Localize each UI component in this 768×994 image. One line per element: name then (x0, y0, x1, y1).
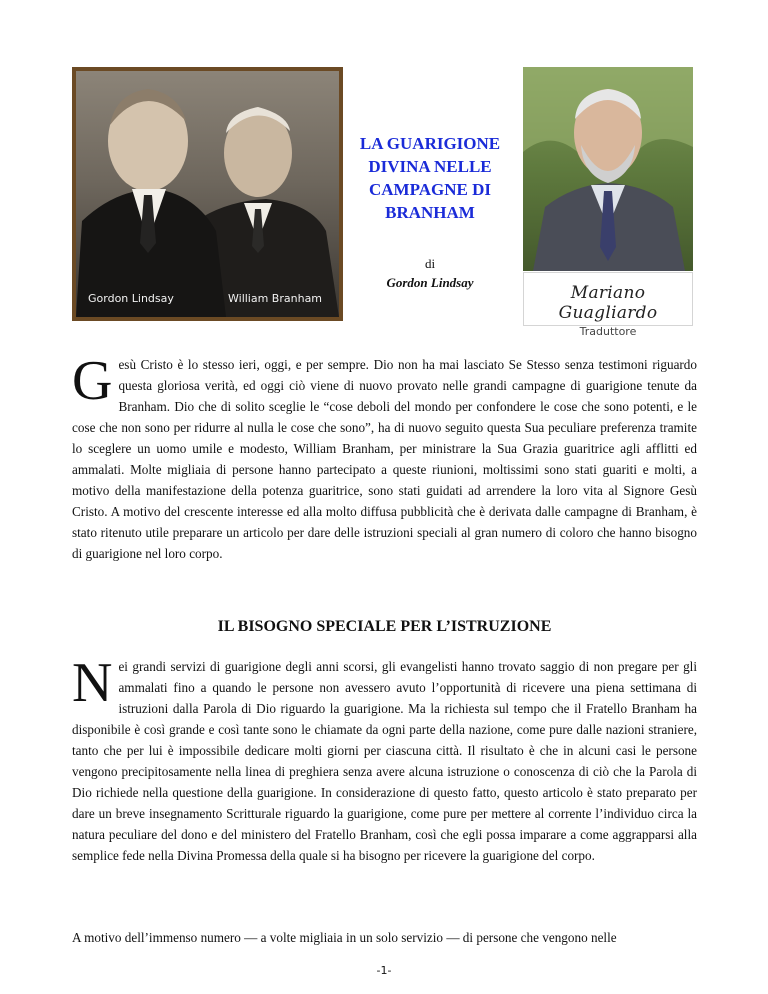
section-paragraph (72, 652, 697, 866)
dropcap: G (72, 350, 113, 412)
intro-text: esù Cristo è lo stesso ieri, oggi, e per sempre. Dio non ha mai lasciato Se Stesso senza testimoni riguardo questa gloriosa verità, ed oggi ciò viene di nuovo provato nelle grandi campagne di guarigione tenute da Branham. Dio che di solito sceglie le “cose deboli del mondo per confondere le cose che sono potenti, e le cose che non sono per ridurre al nulla le cose che sono”, ha di nuovo seguito questa Sua peculiare preferenza tramite lo sceglere un uomo umile e modesto, William Branham, per ministrare la Sua Grazia guaritrice agli afflitti ed ammalati. Molte migliaia di persone hanno partecipato a queste riunioni, moltissimi sono stati guariti e molti, a motivo della manifestazione della potenza guaritrice, sono stati guidati ad arrendere la loro vita al Signore Gesù Cristo. A motivo del crescente interesse ed alla molto diffusa pubblicità che è derivata dalle campagne di Branham, è stato ritenuto utile preparare un articolo per dare delle istruzioni speciali al gran numero di coloro che hanno bisogno di guarigione nel loro corpo. (72, 357, 697, 561)
translator-signature: Mariano Guagliardo (558, 283, 658, 323)
translator-signature-box (523, 272, 693, 338)
byline-author: Gordon Lindsay (386, 275, 474, 290)
title-line: LA GUARIGIONE (359, 134, 501, 153)
page-number: -1- (376, 964, 392, 977)
intro-paragraph (72, 350, 697, 564)
caption-william-branham: William Branham (228, 292, 323, 305)
byline-di: di (424, 256, 436, 271)
portrait-illustration (76, 71, 339, 317)
lindsay-branham-photo (72, 67, 343, 321)
title-line: BRANHAM (385, 203, 475, 222)
title-line: DIVINA NELLE (368, 157, 492, 176)
translator-portrait (523, 67, 693, 271)
section-text: ei grandi servizi di guarigione degli anni scorsi, gli evangelisti hanno trovato saggio di non pregare per gli ammalati fino a quando le persone non avessero avuto l’opportunità di ricevere una piena settimana di istruzioni dalla Parola di Dio riguardo la guarigione. Ma la richiesta sul tempo che il Fratello Branham ha disponibile è così grande e così tante sono le chiamate da ogni parte della nazione, come pure dalle nazioni straniere, tanto che per lui è impossibile dedicare molti giorni per ciascuna città. Il risultato è che in alcuni casi le persone vengono precipitosamente nella linea di preghiera senza avere alcuna istruzione o conoscenza di ciò che la Parola di Dio richiede nella questione della guarigione. In considerazione di questo fatto, questo articolo è stato preparato per dare un breve insegnamento Scritturale riguardo la guarigione, come pure per mettere al corrente l’individuo circa la natura peculiare del dono e del ministero del Fratello Branham, così che egli possa imparare a come aggrapparsi alla semplice fede nella Divina Promessa della quale si ha bisogno per ricevere la guarigione del corpo. (72, 659, 697, 863)
title-line: CAMPAGNE DI (369, 180, 491, 199)
document-title (344, 132, 516, 224)
translator-photo (523, 67, 693, 271)
translator-role: Traduttore (579, 325, 637, 338)
dropcap: N (72, 652, 113, 714)
caption-gordon-lindsay: Gordon Lindsay (88, 292, 174, 305)
section-heading: IL BISOGNO SPECIALE PER L’ISTRUZIONE (217, 618, 552, 635)
continuation-line: A motivo dell’immenso numero — a volte migliaia in un solo servizio — di persone che vengono nelle (72, 930, 617, 945)
